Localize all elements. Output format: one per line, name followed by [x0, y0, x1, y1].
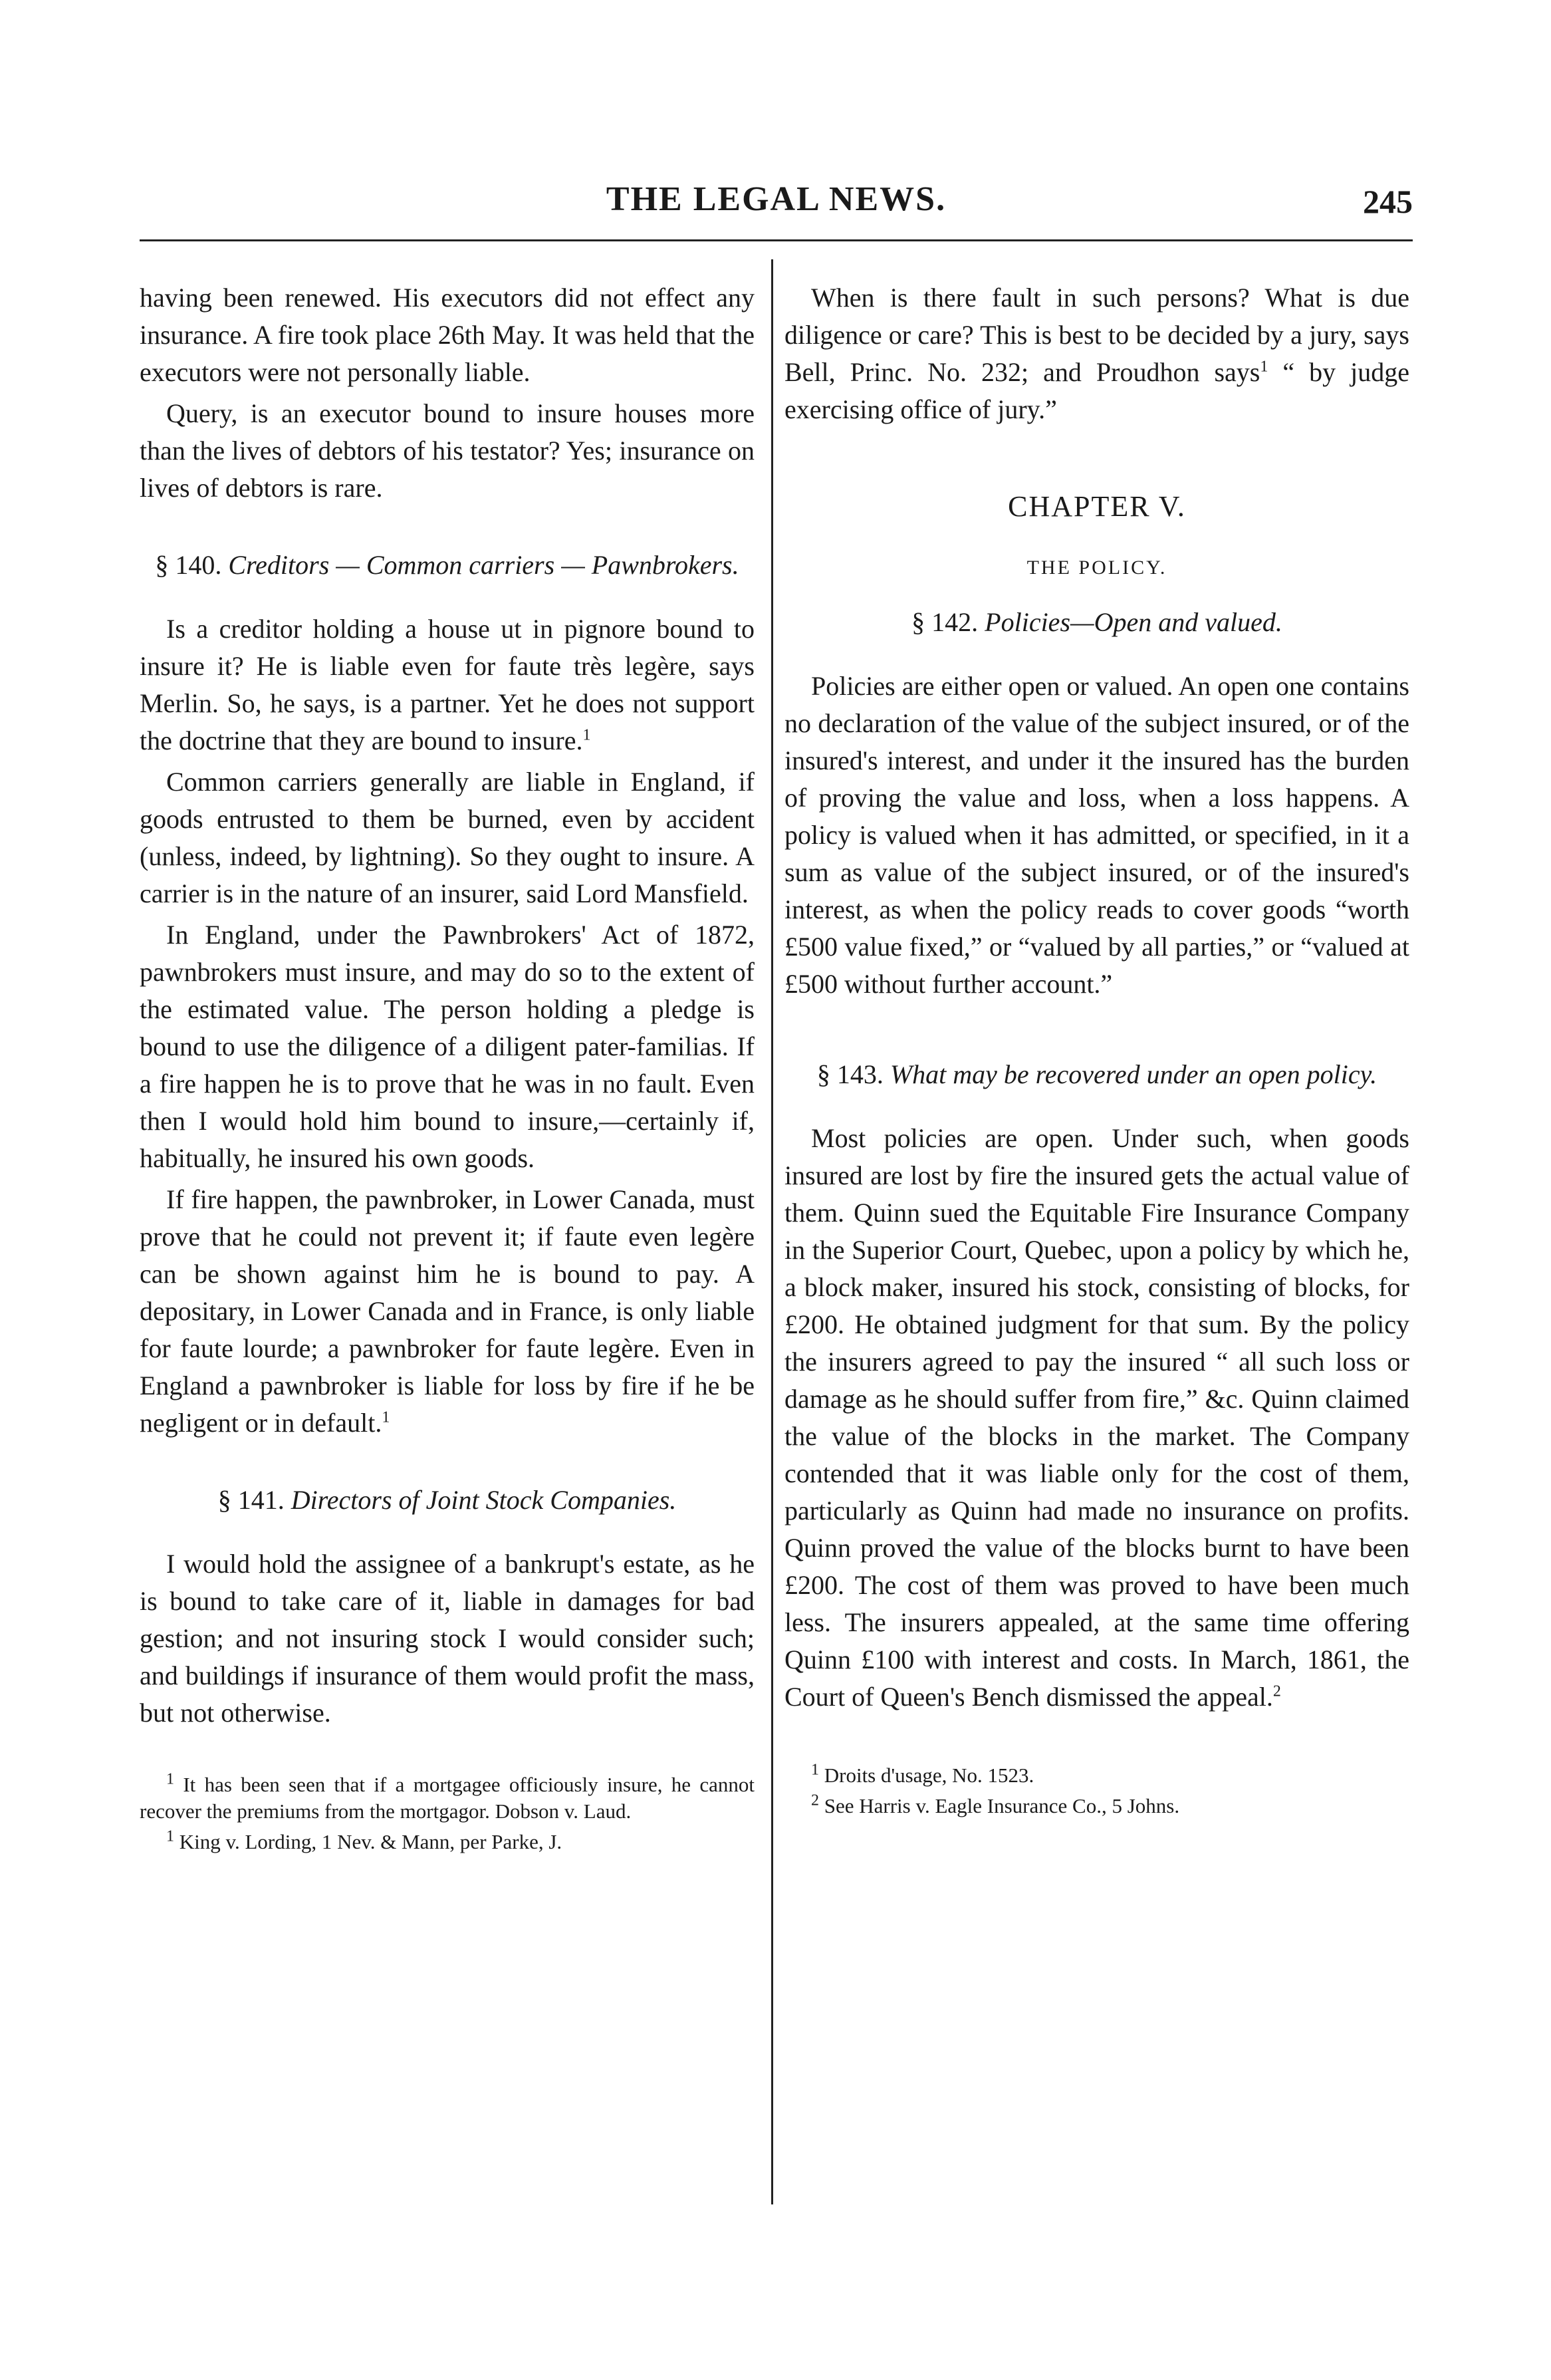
section-title: What may be recovered under an open policy.	[890, 1059, 1377, 1089]
footnote-ref: 1	[382, 1408, 390, 1426]
footnote-mark: 1	[811, 1761, 819, 1779]
paragraph: Query, is an executor bound to insure houses more than the lives of debtors of his testator? Yes; insurance on lives of debtors is rare.	[140, 398, 755, 503]
paragraph: In England, under the Pawnbrokers' Act of 1872, pawnbrokers must insure, and may do so to the extent of the estimated value. The person holding a pledge is bound to use the diligence of a diligent pater-familias. If a fire happen he is to prove that he was in no fault. Even then I would hold him bound to insure,—certainly if, habitually, he insured his own goods.	[140, 920, 755, 1173]
footnotes	[140, 1772, 755, 1855]
section-number: § 140.	[155, 550, 222, 580]
right-column	[784, 279, 1409, 1823]
section-title: Creditors — Common carriers — Pawnbrokers.	[228, 550, 739, 580]
section-number: § 143.	[816, 1059, 884, 1089]
section-heading-142	[784, 604, 1409, 641]
running-title: THE LEGAL NEWS.	[606, 180, 947, 218]
section-number: § 142.	[911, 607, 979, 637]
footnote-mark: 1	[166, 1827, 174, 1845]
paragraph: Most policies are open. Under such, when goods insured are lost by fire the insured gets the actual value of them. Quinn sued the Equitable Fire Insurance Company in the Superior Court, Quebec, upon a policy by which he, a block maker, insured his stock, consisting of blocks, for £200. He obtained judgment for that sum. By the policy the insurers agreed to pay the insured “ all such loss or damage as he should suffer from fire,” &c. Quinn claimed the value of the blocks in the market. The Company contended that it was liable only for the cost of them, particularly as Quinn had made no insurance on profits. Quinn proved the value of the blocks burnt to have been £200. The cost of them was proved to have been much less. The insurers appealed, at the same time offering Quinn £100 with interest and costs. In March, 1861, the Court of Queen's Bench dismissed the appeal.$^2$	[784, 1123, 1409, 1712]
paragraph: When is there fault in such persons? What is due diligence or care? This is best to be decided by a jury, says Bell, Princ. No. 232; and Proudhon says$^1$ “ by judge exercising office of jury.”	[784, 283, 1409, 424]
footnote-ref: 2	[1272, 1682, 1281, 1700]
footnote-ref: 1	[582, 726, 591, 744]
footnote-ref: 1	[1260, 358, 1268, 376]
column-divider	[771, 259, 773, 2204]
chapter-subtitle: THE POLICY.	[1026, 557, 1167, 579]
paragraph: Common carriers generally are liable in England, if goods entrusted to them be burned, even by accident (unless, indeed, by lightning). So they ought to insure. A carrier is in the nature of an insurer, said Lord Mansfield.	[140, 767, 755, 908]
footnote: $^1$ King v. Lording, 1 Nev. & Mann, per Parke, J.	[166, 1827, 562, 1853]
paragraph: Policies are either open or valued. An open one contains no declaration of the value of the subject insured, or of the insured's interest, and under it the insured has the burden of proving the value and loss, when a loss happens. A policy is valued when it has admitted, or specified, in it a sum as value of the subject insured, or of the insured's interest, as when the policy reads to cover goods “worth £500 value fixed,” or “valued by all parties,” or “valued at £500 without further account.”	[784, 671, 1409, 999]
section-title: Policies—Open and valued.	[985, 607, 1282, 637]
footnote-mark: 1	[166, 1770, 174, 1788]
paragraph: Is a creditor holding a house ut in pignore bound to insure it? He is liable even for faute très legère, says Merlin. So, he says, is a partner. Yet he does not support the doctrine that they are bound to insure.$^1$	[140, 614, 755, 755]
section-number: § 141.	[217, 1485, 285, 1515]
footnote: $^2$ See Harris v. Eagle Insurance Co., 5 Johns.	[811, 1791, 1180, 1817]
paragraph: having been renewed. His executors did not effect any insurance. A fire took place 26th May. It was held that the executors were not personally liable.	[140, 283, 755, 387]
footnote: $^1$ Droits d'usage, No. 1523.	[811, 1761, 1034, 1787]
section-heading-140	[140, 547, 755, 584]
chapter-heading: CHAPTER V.	[1008, 490, 1186, 523]
header-rule	[140, 239, 1413, 241]
paragraph: If fire happen, the pawnbroker, in Lower Canada, must prove that he could not prevent it; if faute even legère can be shown against him he is bound to pay. A depositary, in Lower Canada and in France, is only liable for faute lourde; a pawnbroker for faute legère. Even in England a pawnbroker is liable for loss by fire if he be negligent or in default.$^1$	[140, 1184, 755, 1438]
footnote-mark: 2	[811, 1791, 819, 1809]
page-number: 245	[1363, 183, 1413, 220]
section-heading-143	[784, 1056, 1409, 1093]
section-title: Directors of Joint Stock Companies.	[291, 1485, 677, 1515]
page-header	[140, 180, 1413, 233]
footnote: $^1$ It has been seen that if a mortgagee officiously insure, he cannot recover the premiums from the mortgagor. Dobson v. Laud.	[140, 1770, 755, 1823]
section-heading-141	[140, 1482, 755, 1519]
left-column	[140, 279, 755, 1859]
footnotes	[784, 1762, 1409, 1819]
paragraph: I would hold the assignee of a bankrupt's estate, as he is bound to take care of it, liable in damages for bad gestion; and not insuring stock I would consider such; and buildings if insurance of them would profit the mass, but not otherwise.	[140, 1549, 755, 1728]
